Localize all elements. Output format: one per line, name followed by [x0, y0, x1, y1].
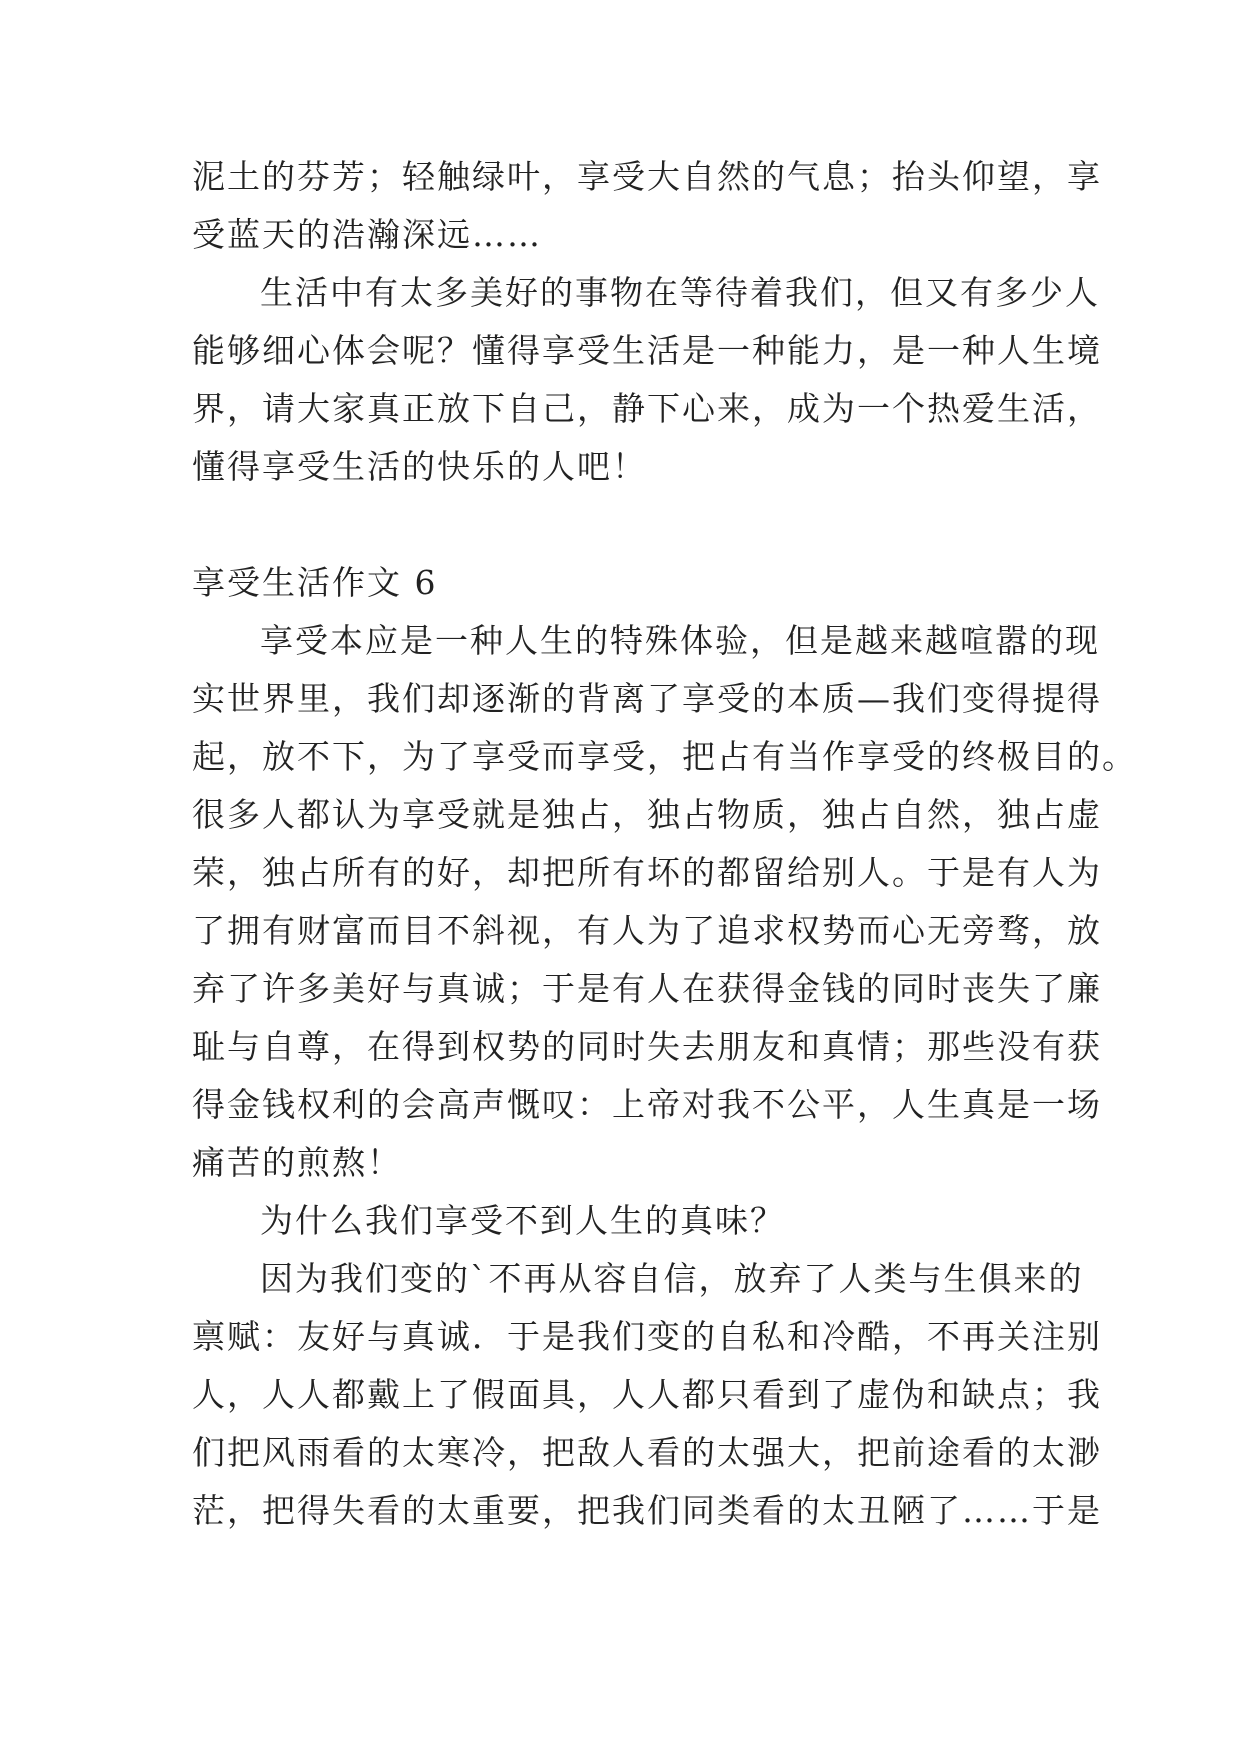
text-line: 界，请大家真正放下自己，静下心来，成为一个热爱生活，	[192, 389, 1102, 428]
paragraph-3	[192, 612, 1137, 1192]
text-line: 禀赋：友好与真诚．于是我们变的自私和冷酷，不再关注别	[192, 1317, 1102, 1356]
paragraph-5	[192, 1250, 1102, 1540]
text-line: 能够细心体会呢？懂得享受生活是一种能力，是一种人生境	[192, 331, 1102, 370]
document-body	[192, 148, 1137, 1540]
text-line: 人，人人都戴上了假面具，人人都只看到了虚伪和缺点；我	[192, 1375, 1102, 1414]
text-line: 为什么我们享受不到人生的真味？	[260, 1201, 785, 1240]
text-line: 茫，把得失看的太重要，把我们同类看的太丑陋了……于是	[192, 1491, 1102, 1530]
text-line: 享受本应是一种人生的特殊体验，但是越来越喧嚣的现	[260, 621, 1100, 660]
paragraph-2	[192, 264, 1102, 496]
section-title: 享受生活作文 6	[192, 563, 438, 602]
paragraph-4	[192, 1192, 1062, 1250]
text-line: 泥土的芬芳；轻触绿叶，享受大自然的气息；抬头仰望，享	[192, 157, 1102, 196]
text-line: 很多人都认为享受就是独占，独占物质，独占自然，独占虚	[192, 795, 1102, 834]
section-gap	[192, 496, 1062, 554]
text-line: 耻与自尊，在得到权势的同时失去朋友和真情；那些没有获	[192, 1027, 1102, 1066]
text-line: 得金钱权利的会高声慨叹：上帝对我不公平，人生真是一场	[192, 1085, 1102, 1124]
text-line: 实世界里，我们却逐渐的背离了享受的本质—我们变得提得	[192, 679, 1102, 718]
text-line: 弃了许多美好与真诚；于是有人在获得金钱的同时丧失了廉	[192, 969, 1102, 1008]
paragraph-1	[192, 148, 1102, 264]
text-line: 起，放不下，为了享受而享受，把占有当作享受的终极目的。	[192, 737, 1137, 776]
text-line: 受蓝天的浩瀚深远……	[192, 215, 542, 254]
text-line: 了拥有财富而目不斜视，有人为了追求权势而心无旁骛，放	[192, 911, 1102, 950]
text-line: 因为我们变的`不再从容自信，放弃了人类与生俱来的	[260, 1259, 1084, 1298]
text-line: 懂得享受生活的快乐的人吧！	[192, 447, 647, 486]
text-line: 荣，独占所有的好，却把所有坏的都留给别人。于是有人为	[192, 853, 1102, 892]
text-line: 们把风雨看的太寒冷，把敌人看的太强大，把前途看的太渺	[192, 1433, 1102, 1472]
text-line: 痛苦的煎熬！	[192, 1143, 402, 1182]
text-line: 生活中有太多美好的事物在等待着我们，但又有多少人	[260, 273, 1100, 312]
